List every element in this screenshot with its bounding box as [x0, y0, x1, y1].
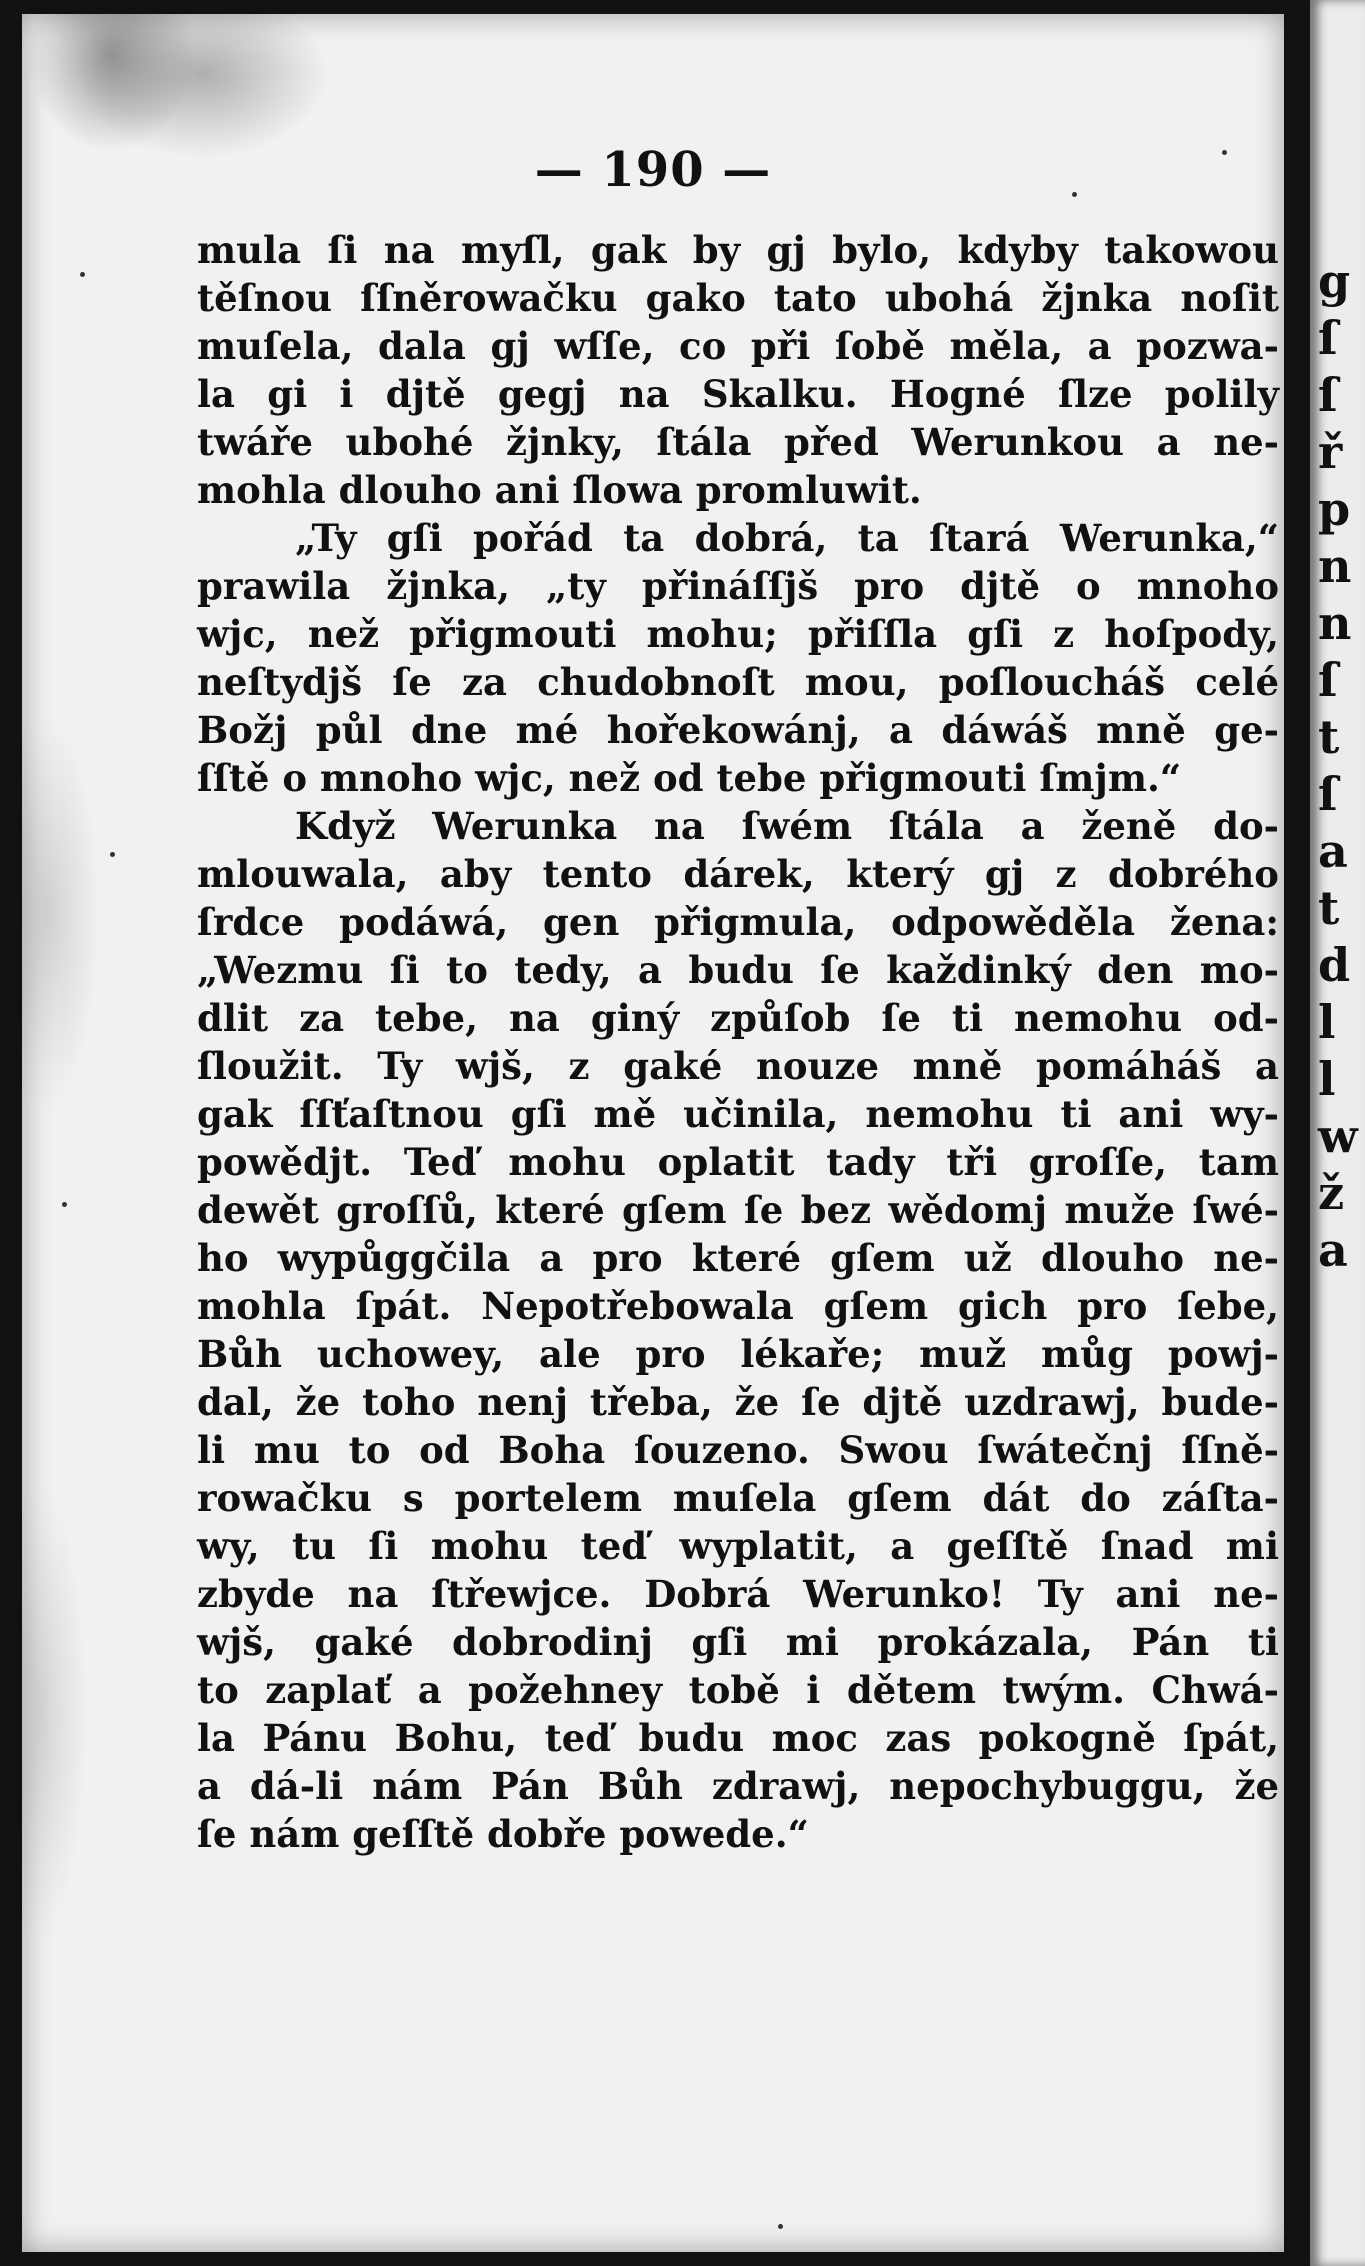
page-body-text	[197, 226, 1279, 1858]
text-line: to zaplať a požehney tobě i dětem twým. Chwá-	[197, 1668, 1279, 1712]
adjacent-page-letter: p	[1318, 482, 1351, 536]
text-line: la gi i djtě gegj na Skalku. Hogné ſlze polily	[197, 372, 1279, 416]
paper-speck	[1072, 192, 1077, 197]
adjacent-page-letter: ř	[1318, 425, 1343, 479]
adjacent-page-letter: n	[1318, 539, 1352, 593]
text-line: wjš, gaké dobrodinj gſi mi prokázala, Pán ti	[197, 1620, 1279, 1664]
text-line: mohla ſpát. Nepotřebowala gſem gich pro ſebe,	[197, 1284, 1279, 1328]
text-line: zbyde na ſtřewjce. Dobrá Werunko! Ty ani ne-	[197, 1572, 1279, 1616]
text-line: powědjt. Teď mohu oplatit tady tři groſſe, tam	[197, 1140, 1279, 1184]
text-line: „Wezmu ſi to tedy, a budu ſe každinký den mo-	[197, 948, 1279, 992]
adjacent-page-letter: w	[1318, 1109, 1358, 1163]
text-line: ſe nám geſſtě dobře powede.“	[197, 1812, 809, 1856]
text-line: těſnou ſſněrowačku gako tato ubohá žjnka noſit	[197, 276, 1279, 320]
text-line: prawila žjnka, „ty přináſſjš pro djtě o mnoho	[197, 564, 1279, 608]
text-line: mohla dlouho ani ſlowa promluwit.	[197, 468, 922, 512]
text-line: la Pánu Bohu, teď budu moc zas pokogně ſpát,	[197, 1716, 1279, 1760]
adjacent-page-letter: a	[1318, 1223, 1348, 1277]
adjacent-page-letter: n	[1318, 596, 1352, 650]
text-line: muſela, dala gj wſſe, co při ſobě měla, a pozwa-	[197, 324, 1279, 368]
text-line: ſloužit. Ty wjš, z gaké nouze mně pomáháš a	[197, 1044, 1279, 1088]
text-line: twáře ubohé žjnky, ſtála před Werunkou a ne-	[197, 420, 1279, 464]
text-line: rowačku s portelem muſela gſem dát do záſta-	[197, 1476, 1279, 1520]
adjacent-page-letter: l	[1318, 1052, 1336, 1106]
adjacent-page-letter: ſ	[1318, 767, 1338, 821]
adjacent-page-letter: d	[1318, 938, 1351, 992]
text-line: mula ſi na myſl, gak by gj bylo, kdyby takowou	[197, 228, 1279, 272]
text-line: ſſtě o mnoho wjc, než od tebe přigmouti ſmjm.“	[197, 756, 1182, 800]
text-line: dlit za tebe, na giný způſob ſe ti nemohu od-	[197, 996, 1279, 1040]
text-line: li mu to od Boha ſouzeno. Swou ſwátečnj ſſně-	[197, 1428, 1279, 1472]
text-line: Když Werunka na ſwém ſtála a ženě do-	[295, 804, 1279, 848]
adjacent-page-letter: t	[1318, 710, 1340, 764]
adjacent-page-letter: ſ	[1318, 311, 1338, 365]
text-line: „Ty gſi pořád ta dobrá, ta ſtará Werunka,“	[295, 516, 1279, 560]
paper-speck	[80, 272, 85, 277]
text-line: dal, že toho nenj třeba, že ſe djtě uzdrawj, bude-	[197, 1380, 1279, 1424]
adjacent-page-letter: l	[1318, 995, 1336, 1049]
adjacent-page-letter: ſ	[1318, 368, 1338, 422]
text-line: ho wypůggčila a pro které gſem už dlouho ne-	[197, 1236, 1279, 1280]
text-line: mlouwala, aby tento dárek, který gj z dobrého	[197, 852, 1279, 896]
text-line: ſrdce podáwá, gen přigmula, odpowěděla žena:	[197, 900, 1279, 944]
adjacent-page-letter: t	[1318, 881, 1340, 935]
paper-speck	[1222, 150, 1227, 155]
text-line: wy, tu ſi mohu teď wyplatit, a geſſtě ſnad mi	[197, 1524, 1279, 1568]
book-page	[22, 14, 1284, 2252]
adjacent-page-letter: a	[1318, 824, 1348, 878]
adjacent-page-letter: g	[1318, 254, 1351, 308]
paper-speck	[110, 852, 115, 857]
paper-speck	[62, 1202, 67, 1207]
text-line: neſtydjš ſe za chudobnoſt mou, poſloucháš celé	[197, 660, 1279, 704]
text-line: a dá-li nám Pán Bůh zdrawj, nepochybuggu, že	[197, 1764, 1279, 1808]
text-line: Božj půl dne mé hořekowánj, a dáwáš mně ge-	[197, 708, 1279, 752]
paper-speck	[778, 2224, 783, 2229]
text-line: gak ſſťaſtnou gſi mě učinila, nemohu ti ani wy-	[197, 1092, 1279, 1136]
adjacent-page-edge	[1310, 0, 1365, 2266]
text-line: wjc, než přigmouti mohu; přiſſla gſi z hoſpody,	[197, 612, 1279, 656]
page-number: — 190 —	[534, 142, 772, 198]
text-line: dewět groſſů, které gſem ſe bez wědomj muže ſwé-	[197, 1188, 1279, 1232]
adjacent-page-letter: ž	[1318, 1166, 1345, 1220]
text-line: Bůh uchowey, ale pro lékaře; muž můg powj-	[197, 1332, 1279, 1376]
adjacent-page-letter: ſ	[1318, 653, 1338, 707]
